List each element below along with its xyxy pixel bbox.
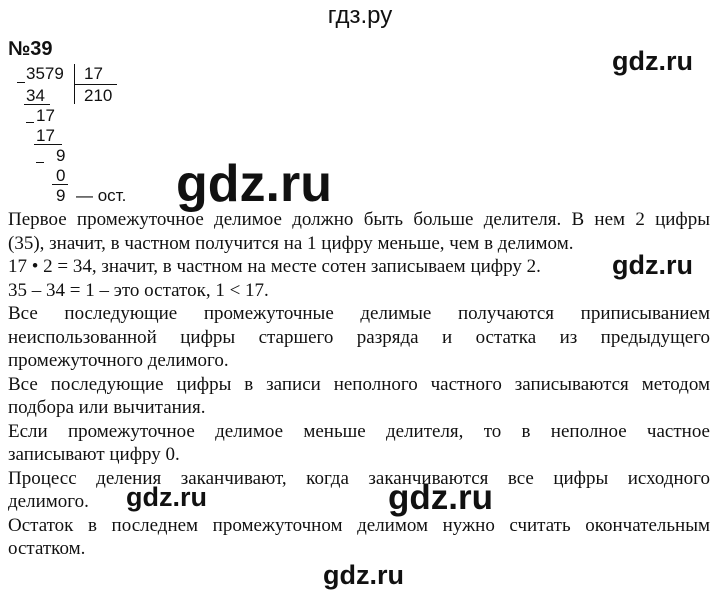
partial-dividend-2: 17 bbox=[36, 106, 55, 125]
watermark-bottom-center: gdz.ru bbox=[388, 478, 493, 517]
partial-dividend-3: 9 bbox=[56, 146, 66, 165]
task-number: №39 bbox=[8, 38, 53, 60]
minus-sign bbox=[17, 82, 25, 83]
explanation-text bbox=[8, 208, 710, 561]
text-line: неиспользованной цифры старшего разряда и остатка из предыдущего bbox=[8, 326, 710, 348]
minus-sign bbox=[26, 122, 34, 123]
text-line: Если промежуточное делимое меньше делителя, то в неполное частное bbox=[8, 420, 710, 442]
watermark-middle-right: gdz.ru bbox=[612, 250, 693, 280]
text-line: промежуточного делимого. bbox=[8, 350, 229, 371]
text-line: делимого. bbox=[8, 491, 89, 512]
divisor-underline bbox=[75, 84, 117, 85]
subtrahend-3: 0 bbox=[56, 166, 66, 185]
text-line: 35 – 34 = 1 – это остаток, 1 < 17. bbox=[8, 279, 269, 301]
remainder-label: — ост. bbox=[76, 186, 127, 205]
quotient: 210 bbox=[84, 86, 113, 105]
subtrahend-1: 34 bbox=[26, 86, 45, 105]
text-line: остатком. bbox=[8, 538, 86, 559]
text-line: Остаток в последнем промежуточном делимом нужно считать окончательным bbox=[8, 514, 710, 536]
subtrahend-3-underline bbox=[52, 184, 68, 185]
subtrahend-1-underline bbox=[24, 104, 50, 105]
subtrahend-2-underline bbox=[34, 144, 62, 145]
text-line: Все последующие промежуточные делимые получаются приписыванием bbox=[8, 303, 710, 324]
remainder: 9 bbox=[56, 186, 66, 205]
watermark-footer: gdz.ru bbox=[323, 560, 404, 590]
text-line: подбора или вычитания. bbox=[8, 397, 206, 418]
text-line: (35), значит, в частном получится на 1 цифру меньше, чем в делимом. bbox=[8, 232, 574, 254]
dividend: 3579 bbox=[26, 64, 64, 83]
text-line: Все последующие цифры в записи неполного частного записываются методом bbox=[8, 373, 710, 395]
text-line: Первое промежуточное делимое должно быть больше делителя. В нем 2 цифры bbox=[8, 209, 710, 230]
watermark-middle-large: gdz.ru bbox=[176, 155, 332, 213]
divisor: 17 bbox=[84, 64, 103, 83]
site-title: гдз.ру bbox=[327, 2, 393, 29]
minus-sign bbox=[36, 162, 44, 163]
text-line: 17 • 2 = 34, значит, в частном на месте сотен записываем цифру 2. bbox=[8, 256, 541, 277]
text-line: записывают цифру 0. bbox=[8, 444, 180, 465]
subtrahend-2: 17 bbox=[36, 126, 55, 145]
watermark-top-right: gdz.ru bbox=[612, 46, 693, 76]
text-line: Процесс деления заканчивают, когда заканчиваются все цифры исходного bbox=[8, 467, 710, 489]
watermark-bottom-left: gdz.ru bbox=[126, 482, 207, 512]
